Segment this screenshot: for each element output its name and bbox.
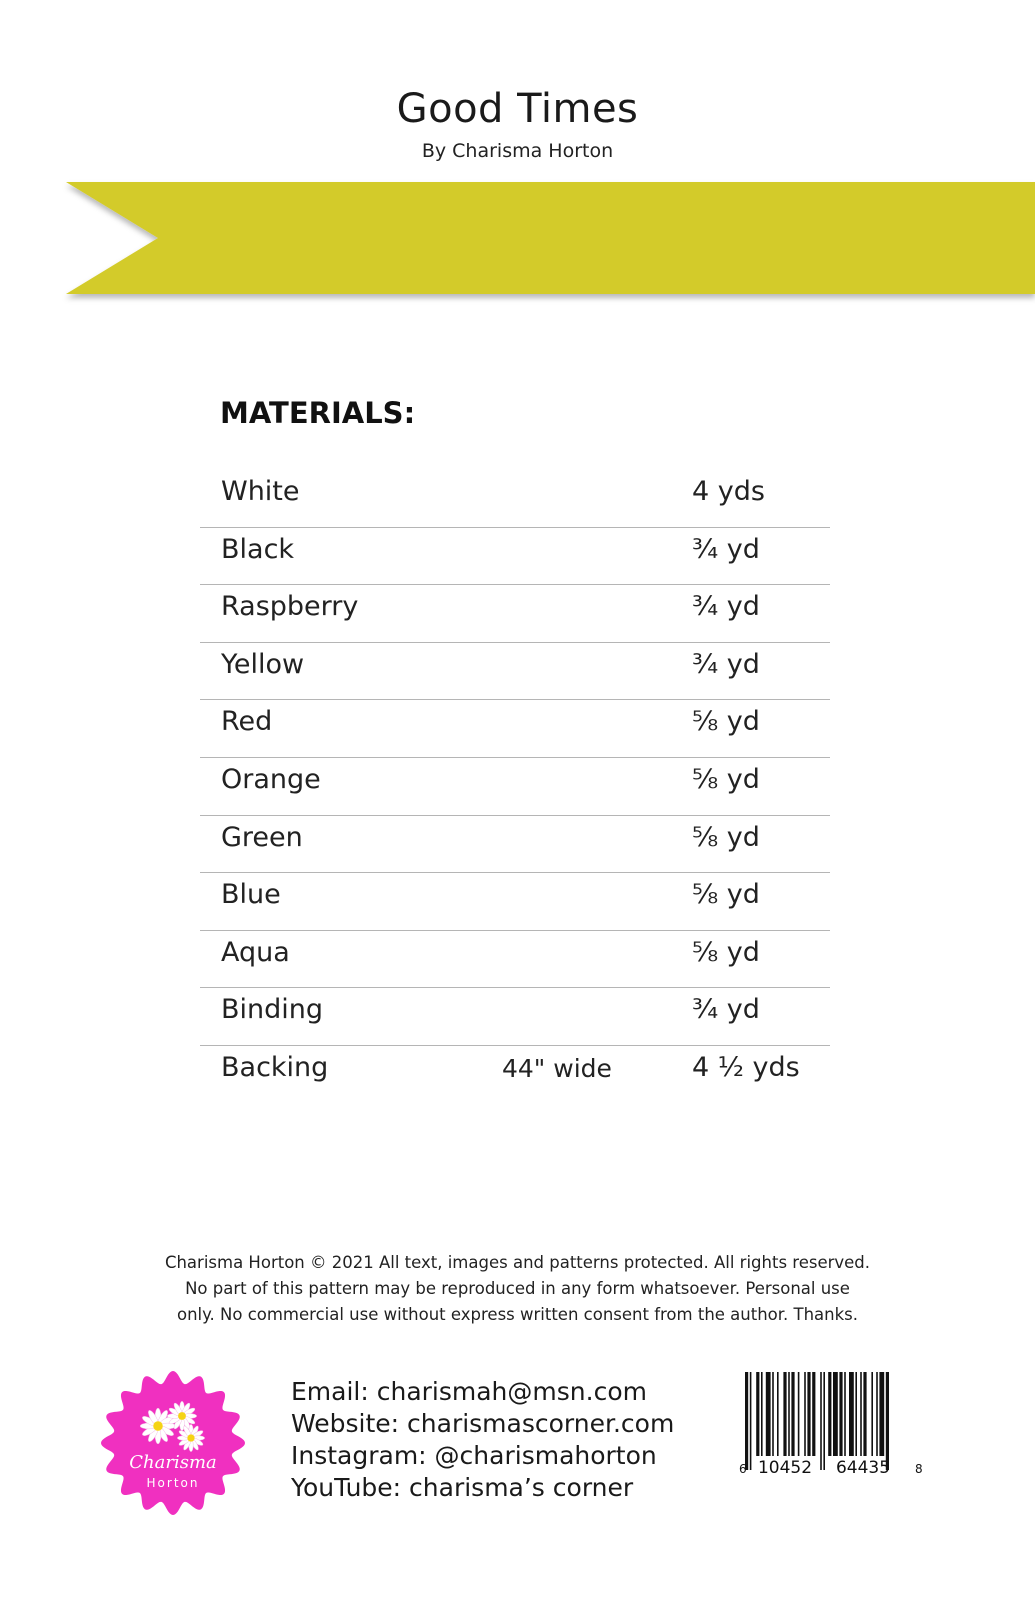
copyright-line: only. No commercial use without express written consent from the author. Thanks.	[176, 1305, 859, 1324]
material-row	[200, 931, 830, 989]
yellow-ribbon-banner	[60, 182, 1035, 302]
copyright-line: Charisma Horton © 2021 All text, images and patterns protected. All rights reserved.	[164, 1253, 871, 1272]
material-row	[200, 585, 830, 643]
material-row	[200, 1046, 830, 1104]
material-quantity: ⅝ yd	[692, 706, 760, 738]
barcode-last-digit: 8	[915, 1462, 923, 1476]
material-row	[200, 758, 830, 816]
material-name: Green	[221, 821, 303, 853]
material-name: Aqua	[221, 936, 290, 968]
material-note: 44" wide	[502, 1053, 612, 1083]
material-row	[200, 528, 830, 586]
material-quantity: ⅝ yd	[692, 821, 760, 853]
charisma-horton-logo	[98, 1368, 248, 1518]
contact-youtube: YouTube: charisma’s corner	[291, 1473, 634, 1502]
material-quantity: ¾ yd	[692, 591, 760, 623]
contact-instagram: Instagram: @charismahorton	[291, 1441, 657, 1470]
material-quantity: ⅝ yd	[692, 879, 760, 911]
contact-info	[291, 1376, 674, 1504]
materials-table	[200, 470, 830, 1104]
material-name: Backing	[221, 1051, 329, 1083]
material-quantity: ¾ yd	[692, 533, 760, 565]
material-quantity: ⅝ yd	[692, 763, 760, 795]
material-row	[200, 988, 830, 1046]
copyright-line: No part of this pattern may be reproduced in any form whatsoever. Personal use	[185, 1279, 850, 1298]
scalloped-badge	[101, 1371, 245, 1515]
material-name: Binding	[221, 994, 324, 1026]
material-quantity: ¾ yd	[692, 994, 760, 1026]
upc-barcode	[739, 1372, 935, 1517]
material-name: Black	[221, 533, 295, 565]
material-quantity: ¾ yd	[692, 648, 760, 680]
material-row	[200, 873, 830, 931]
material-row	[200, 700, 830, 758]
pattern-title: Good Times	[396, 86, 639, 132]
contact-website: Website: charismascorner.com	[291, 1409, 675, 1438]
logo-text-charisma: Charisma	[129, 1452, 217, 1473]
material-name: Raspberry	[221, 591, 359, 623]
material-row	[200, 816, 830, 874]
contact-email: Email: charismah@msn.com	[291, 1377, 647, 1406]
material-name: Orange	[221, 763, 321, 795]
material-name: Red	[221, 706, 273, 738]
barcode-digits-left: 10452	[757, 1458, 813, 1478]
barcode-digits-right: 64435	[835, 1458, 891, 1478]
material-name: Blue	[221, 879, 281, 911]
barcode-first-digit: 6	[739, 1462, 747, 1476]
material-name: Yellow	[221, 648, 305, 680]
material-row	[200, 470, 830, 528]
material-quantity: 4 ½ yds	[692, 1051, 800, 1083]
material-quantity: ⅝ yd	[692, 936, 760, 968]
pattern-byline: By Charisma Horton	[421, 140, 614, 162]
material-row	[200, 643, 830, 701]
materials-heading: MATERIALS:	[220, 396, 416, 430]
copyright-notice	[100, 1250, 935, 1328]
logo-text-horton: Horton	[146, 1476, 200, 1490]
material-name: White	[221, 476, 300, 507]
material-quantity: 4 yds	[692, 476, 765, 507]
